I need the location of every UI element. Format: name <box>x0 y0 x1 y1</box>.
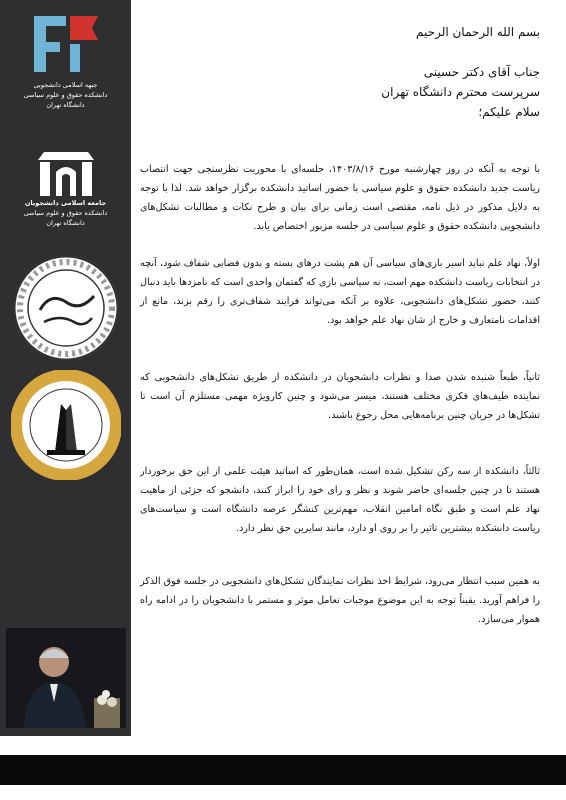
bottom-margin <box>0 736 566 755</box>
association-seal-logo <box>0 252 131 364</box>
circular-seal-icon <box>10 252 122 364</box>
recipient-title: سرپرست محترم دانشگاه تهران <box>381 85 540 99</box>
bottom-dark-bar <box>0 755 566 785</box>
logo1-line1: جبهه اسلامی دانشجویی <box>33 81 98 89</box>
paragraph-closing: به همین سبب انتظار می‌رود، شرایط اخذ نظرات نمایندگان تشکل‌های دانشجویی در جلسه فوق الذکر را فراهم آورید. یقیناً توجه به این موضوع موجبات تعامل موثر و مستمر با دانشجویان را در ادامه راه هموار می‌سازد. <box>140 576 540 625</box>
speaker-portrait-icon <box>6 628 126 728</box>
gold-seal-icon <box>11 370 121 480</box>
islamic-society-logo <box>0 148 131 228</box>
student-front-logo <box>0 8 131 126</box>
logo2-line1: جامعه اسلامی دانشجویان <box>24 199 107 207</box>
paragraph-second: ثانیاً، طبعاً شنیده شدن صدا و نظرات دانشجویان در دانشکده از طریق تشکل‌های دانشجویی که نماینده طیف‌های فکری مختلف هستند، میسر می‌شود و چنین کارویژه مهمی مستلزم آن است تا تشکل‌ها در جریان چنین برنامه‌هایی محل رجوع باشند. <box>140 372 540 421</box>
students-association-logo <box>0 370 131 480</box>
paragraph-first: اولاً، نهاد علم نباید اسیر بازی‌های سیاسی آن هم پشت درهای بسته و بدون فضایی شفاف شود، آنچه در انتخابات ریاست دانشکده مهم است، نه سیاسی بازی که گفتمان واحدی است که نامزدها باید دنبال کنند، حضور تشکل‌های دانشجویی، علاوه بر آنکه می‌تواند فرایند شفاف‌تری را رقم بزند، مانع از اقدامات نامتعارف و خارج از شان نهاد علم خواهد بود. <box>140 258 540 326</box>
logo2-line3: دانشگاه تهران <box>46 219 85 227</box>
basmala-heading: بسم الله الرحمان الرحیم <box>416 25 540 39</box>
salutation <box>150 62 540 122</box>
islamic-society-emblem-icon <box>34 148 98 198</box>
logo1-line3: دانشگاه تهران <box>46 101 85 109</box>
logo1-line2: دانشکده حقوق و علوم سیاسی <box>23 91 108 99</box>
paragraph-third: ثالثاً، دانشکده از سه رکن تشکیل شده است، همان‌طور که اساتید هیئت علمی از این حق برخوردار هستند تا در چنین جلسه‌ای حاضر شوند و نظر و رای خود را ابراز کنند، دانشجو که جزئی از ماهیت نهاد علم است و طبق نگاه امامین انقلاب، مهم‌ترین کنشگر عرصه دانشگاه است و سیاست‌های ریاست دانشکده بیشترین تاثیر را بر روی او دارد، مانند سایرین حق نظر دارد. <box>140 466 540 534</box>
student-front-emblem-icon <box>26 8 106 80</box>
recipient-name: جناب آقای دکتر حسینی <box>423 65 540 79</box>
logo2-line2: دانشکده حقوق و علوم سیاسی <box>23 209 108 217</box>
speaker-photo <box>6 628 126 728</box>
sidebar <box>0 0 131 736</box>
paragraph-intro: با توجه به آنکه در روز چهارشنبه مورخ ۱۴۰۳/۸/۱۶، جلسه‌ای با محوریت نظرسنجی جهت انتصاب ریاست جدید دانشکده حقوق و علوم سیاسی با حضور اساتید دانشکده برگزار خواهد شد. لذا با توجه به دلایل مذکور در ذیل نامه، مقتضی است زمانی برای بیان و طرح نکات و مطالبات تشکل‌های دانشجویی دانشکده حقوق و علوم سیاسی در جلسه مزبور اختصاص یابد. <box>140 164 540 232</box>
greeting: سلام علیکم؛ <box>478 105 540 119</box>
